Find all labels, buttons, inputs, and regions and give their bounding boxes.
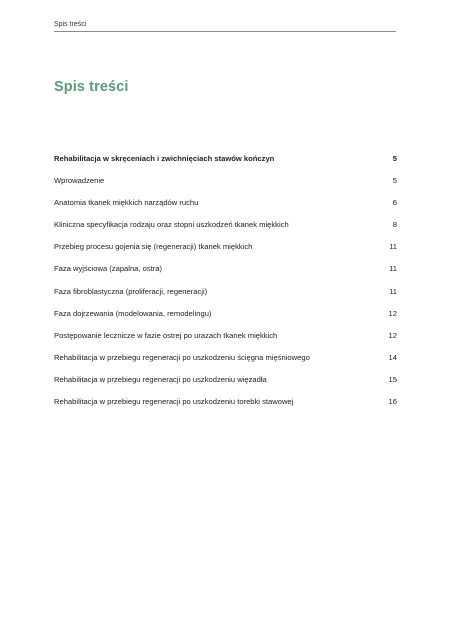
toc-list bbox=[54, 154, 397, 419]
header-divider bbox=[54, 31, 396, 32]
toc-entry-label: Postępowanie lecznicze w fazie ostrej po urazach tkanek miękkich bbox=[54, 330, 278, 340]
toc-entry-label: Anatomia tkanek miękkich narządów ruchu bbox=[54, 198, 199, 208]
toc-entry[interactable] bbox=[54, 331, 397, 353]
toc-entry-label: Rehabilitacja w skręceniach i zwichnięciach stawów kończyn bbox=[54, 154, 275, 163]
toc-entry-label: Rehabilitacja w przebiegu regeneracji po uszkodzeniu ścięgna mięśniowego bbox=[54, 352, 310, 362]
toc-entry-page: 5 bbox=[392, 154, 397, 163]
toc-entry-page: 11 bbox=[389, 242, 397, 252]
toc-entry-label: Wprowadzenie bbox=[54, 176, 105, 186]
toc-entry-page: 5 bbox=[392, 176, 397, 186]
toc-entry[interactable] bbox=[54, 353, 397, 375]
toc-entry-label: Rehabilitacja w przebiegu regeneracji po uszkodzeniu torebki stawowej bbox=[54, 397, 294, 407]
toc-entry[interactable] bbox=[54, 220, 397, 242]
toc-title: Spis treści bbox=[54, 79, 129, 95]
toc-entry-label: Rehabilitacja w przebiegu regeneracji po uszkodzeniu więzadła bbox=[54, 374, 267, 384]
toc-entry[interactable] bbox=[54, 154, 397, 176]
toc-entry-page: 11 bbox=[389, 264, 397, 274]
toc-entry-page: 12 bbox=[388, 308, 397, 318]
toc-entry-label: Faza wyjściowa (zapalna, ostra) bbox=[54, 264, 163, 274]
running-header: Spis treści bbox=[54, 21, 87, 28]
toc-entry[interactable] bbox=[54, 397, 397, 419]
toc-entry[interactable] bbox=[54, 176, 397, 198]
toc-entry-label: Faza dojrzewania (modelowania, remodelingu) bbox=[54, 308, 212, 318]
toc-entry[interactable] bbox=[54, 287, 397, 309]
toc-entry[interactable] bbox=[54, 309, 397, 331]
toc-entry-label: Przebieg procesu gojenia się (regeneracji) tkanek miękkich bbox=[54, 242, 253, 252]
toc-entry[interactable] bbox=[54, 264, 397, 286]
toc-entry-label: Faza fibroblastyczna (proliferacji, regeneracji) bbox=[54, 286, 208, 296]
toc-entry-label: Kliniczna specyfikacja rodzaju oraz stopni uszkodzeń tkanek miękkich bbox=[54, 220, 289, 230]
toc-entry-page: 12 bbox=[388, 330, 397, 340]
toc-entry[interactable] bbox=[54, 375, 397, 397]
toc-entry-page: 8 bbox=[392, 220, 397, 230]
toc-entry[interactable] bbox=[54, 242, 397, 264]
toc-entry[interactable] bbox=[54, 198, 397, 220]
toc-entry-page: 14 bbox=[388, 352, 397, 362]
toc-entry-page: 6 bbox=[392, 198, 397, 208]
toc-entry-page: 16 bbox=[388, 397, 397, 407]
toc-entry-page: 15 bbox=[388, 374, 397, 384]
toc-entry-page: 11 bbox=[389, 286, 397, 296]
